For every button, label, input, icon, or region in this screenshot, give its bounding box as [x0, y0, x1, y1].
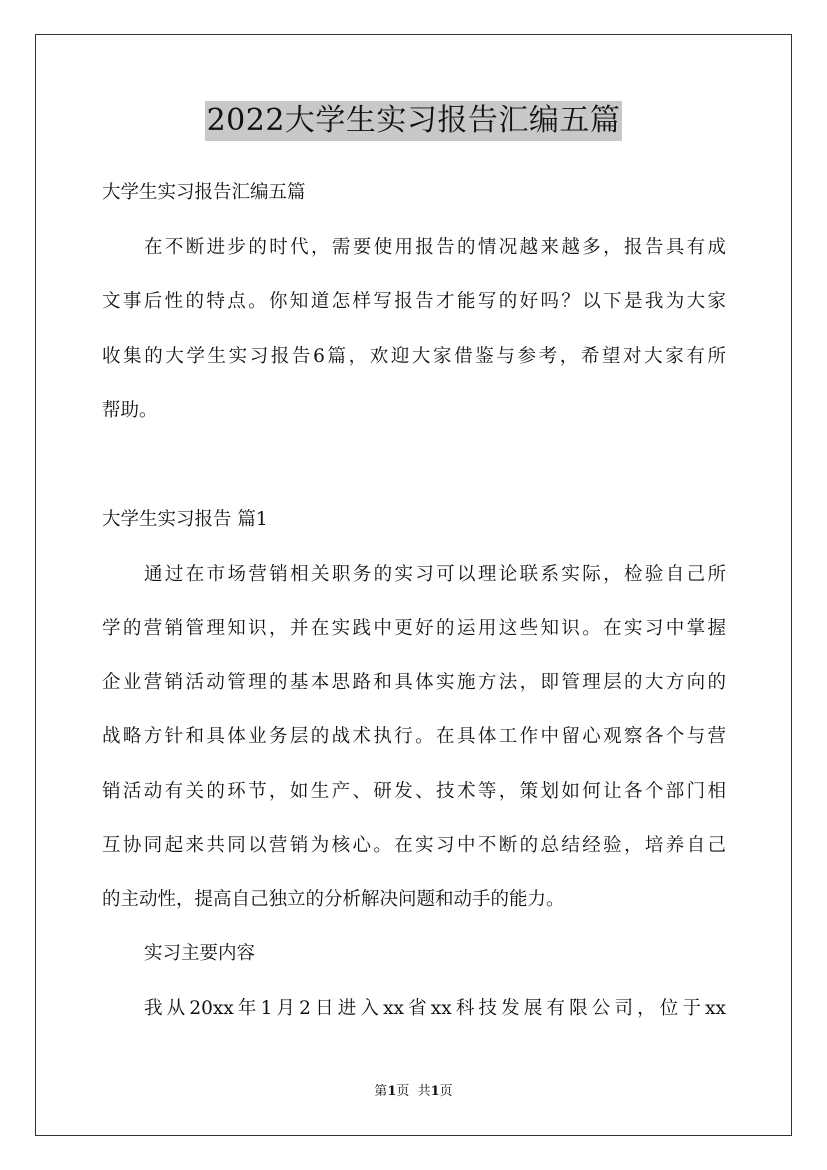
body-line-4: 战略方针和具体业务层的战术执行。在具体工作中留心观察各个与营	[102, 726, 726, 747]
body-line-7: 的主动性，提高自己独立的分析解决问题和动手的能力。	[102, 889, 565, 910]
body-line-5: 销活动有关的环节，如生产、研发、技术等，策划如何让各个部门相	[102, 781, 726, 802]
intro-line-2: 文事后性的特点。你知道怎样写报告才能写的好吗？以下是我为大家	[102, 291, 726, 312]
document-title-text: 2022大学生实习报告汇编五篇	[205, 101, 623, 141]
intro-line-3: 收集的大学生实习报告6篇，欢迎大家借鉴与参考，希望对大家有所	[102, 346, 726, 367]
section-heading-1: 大学生实习报告 篇1	[102, 509, 268, 530]
intro-line-4: 帮助。	[102, 400, 158, 421]
footer-page-mid: 页 共	[396, 1084, 431, 1099]
page-footer	[0, 1083, 827, 1101]
footer-total-pages: 1	[430, 1084, 440, 1099]
subtitle-line: 大学生实习报告汇编五篇	[102, 182, 306, 203]
footer-page-suffix: 页	[439, 1084, 453, 1099]
body-line-8: 我从20xx年1月2日进入xx省xx科技发展有限公司，位于xx	[144, 998, 726, 1019]
body-line-6: 互协同起来共同以营销为核心。在实习中不断的总结经验，培养自己	[102, 835, 726, 856]
body-line-1: 通过在市场营销相关职务的实习可以理论联系实际，检验自己所	[144, 564, 726, 585]
document-title	[0, 100, 827, 141]
body-line-2: 学的营销管理知识，并在实践中更好的运用这些知识。在实习中掌握	[102, 618, 726, 639]
footer-page-number: 1	[387, 1084, 397, 1099]
footer-page-prefix: 第	[374, 1084, 388, 1099]
body-line-3: 企业营销活动管理的基本思路和具体实施方法，即管理层的大方向的	[102, 672, 726, 693]
intro-line-1: 在不断进步的时代，需要使用报告的情况越来越多，报告具有成	[144, 237, 726, 258]
subheading-main-content: 实习主要内容	[144, 943, 256, 964]
